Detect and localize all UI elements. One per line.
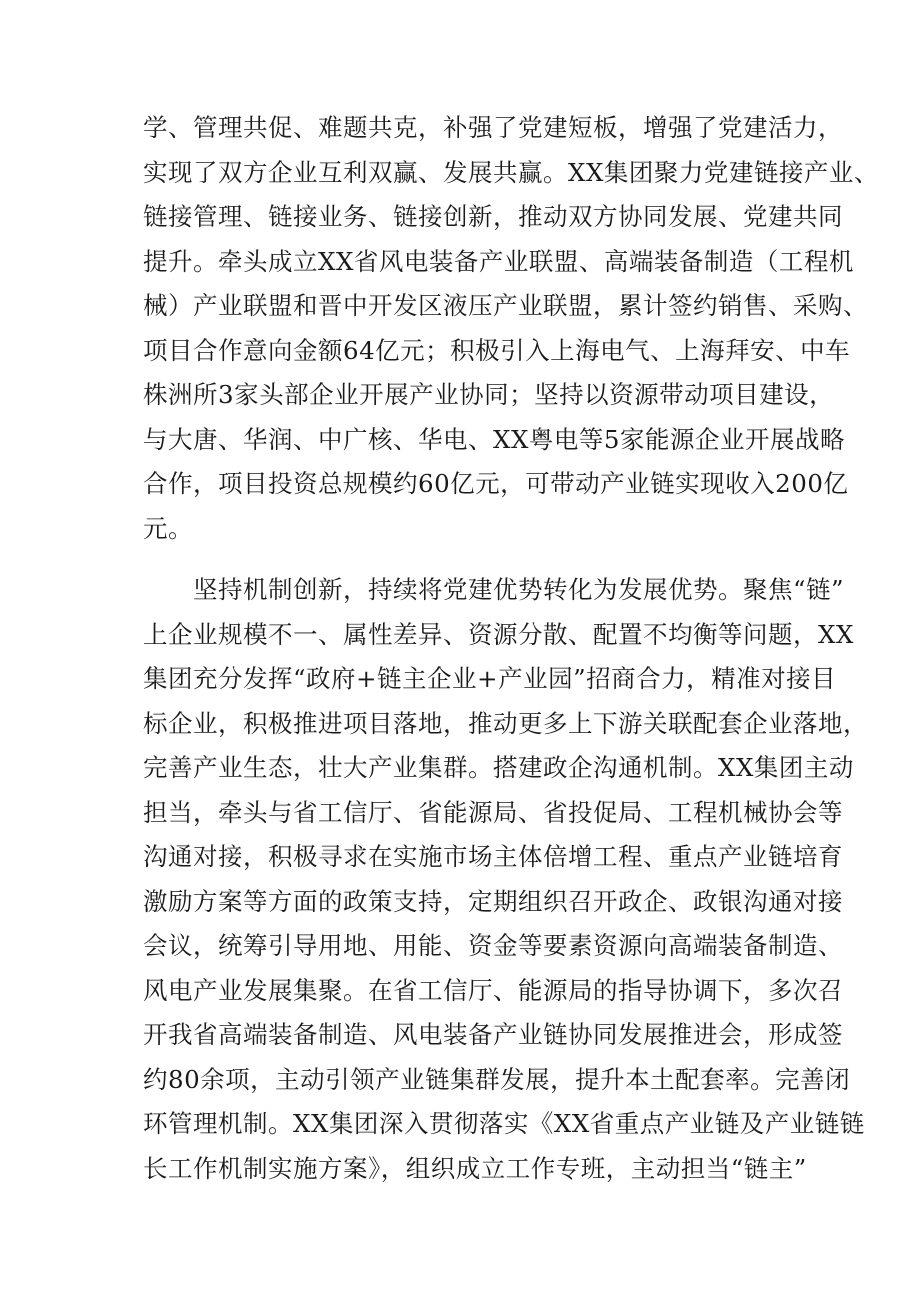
text-line: 长工作机制实施方案》，组织成立工作专班，主动担当“链主”: [143, 1153, 807, 1183]
text-line: 坚持机制创新，持续将党建优势转化为发展优势。聚焦“链”: [143, 575, 845, 604]
text-line: 会议，统筹引导用地、用能、资金等要素资源向高端装备制造、: [143, 931, 843, 960]
text-line: 环管理机制。XX集团深入贯彻落实《XX省重点产业链及产业链链: [143, 1109, 865, 1138]
text-line: 约80余项，主动引领产业链集群发展，提升本土配套率。完善闭: [143, 1064, 851, 1094]
text-line: 项目合作意向金额64亿元；积极引入上海电气、上海拜安、中车: [143, 335, 851, 365]
text-line: 元。: [143, 513, 193, 543]
body-text: [143, 106, 879, 1191]
text-line: 与大唐、华润、中广核、华电、XX粤电等5家能源企业开展战略: [143, 424, 845, 454]
text-line: 开我省高端装备制造、风电装备产业链协同发展推进会，形成签: [143, 1020, 843, 1049]
text-line: 株洲所3家头部企业开展产业协同；坚持以资源带动项目建设，: [143, 380, 835, 409]
text-line: 集团充分发挥“政府+链主企业+产业园”招商合力，精准对接目: [143, 664, 837, 693]
text-line: 风电产业发展集聚。在省工信厅、能源局的指导协调下，多次召: [143, 975, 843, 1005]
text-line: 提升。牵头成立XX省风电装备产业联盟、高端装备制造（工程机: [143, 246, 854, 276]
text-line: 链接管理、链接业务、链接创新，推动双方协同发展、党建共同: [143, 202, 843, 231]
text-line: 实现了双方企业互利双赢、发展共赢。XX集团聚力党建链接产业、: [143, 157, 879, 187]
text-line: 完善产业生态，壮大产业集群。搭建政企沟通机制。XX集团主动: [143, 753, 854, 782]
text-line: 械）产业联盟和晋中开发区液压产业联盟，累计签约销售、采购、: [143, 291, 868, 320]
paragraph-1: [143, 106, 879, 551]
text-line: 上企业规模不一、属性差异、资源分散、配置不均衡等问题，XX: [143, 619, 854, 649]
text-line: 沟通对接，积极寻求在实施市场主体倍增工程、重点产业链培育: [143, 842, 843, 871]
paragraph-spacing: [143, 551, 803, 568]
text-line: 担当，牵头与省工信厅、省能源局、省投促局、工程机械协会等: [143, 797, 843, 827]
text-line: 激励方案等方面的政策支持，定期组织召开政企、政银沟通对接: [143, 886, 843, 916]
text-line: 合作，项目投资总规模约60亿元，可带动产业链实现收入200亿: [143, 469, 849, 498]
text-line: 标企业，积极推进项目落地，推动更多上下游关联配套企业落地，: [143, 708, 868, 738]
text-line: 学、管理共促、难题共克，补强了党建短板，增强了党建活力，: [143, 113, 843, 142]
paragraph-2: [143, 568, 868, 1191]
